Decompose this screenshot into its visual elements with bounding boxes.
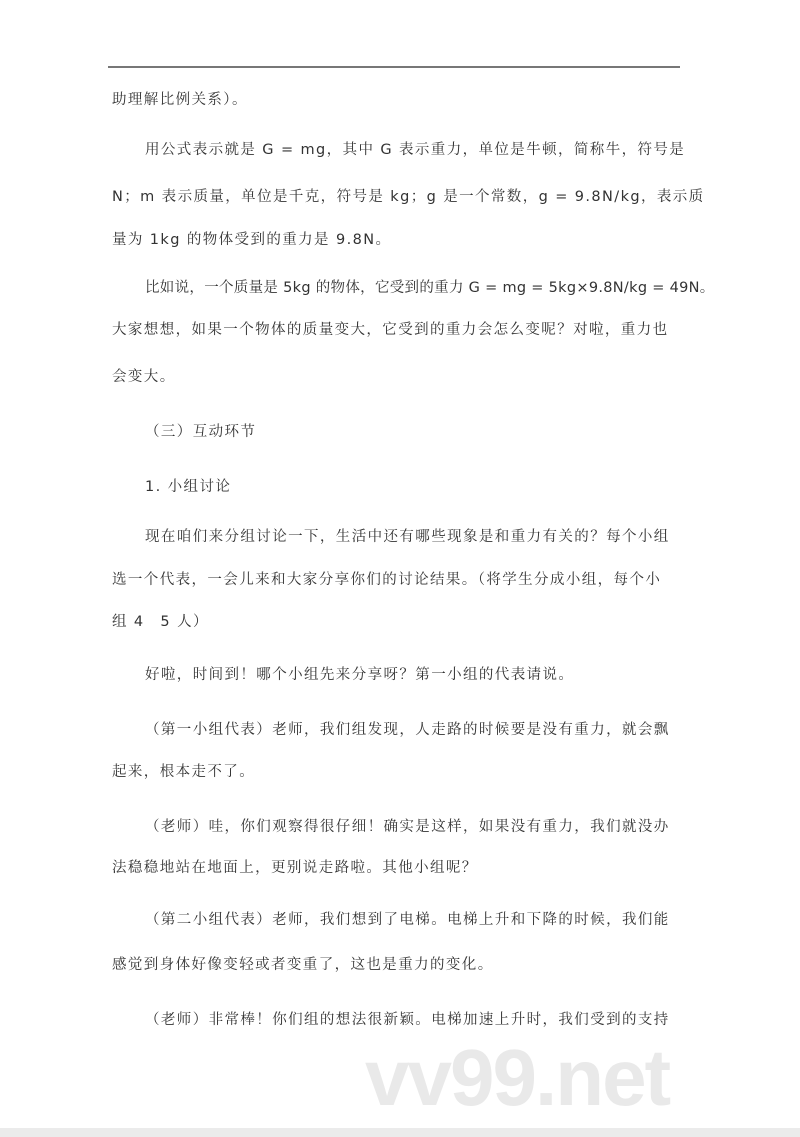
text-line: 量为 1kg 的物体受到的重力是 9.8N。 [112,232,392,248]
text-line: 大家想想，如果一个物体的质量变大，它受到的重力会怎么变呢？对啦，重力也 [112,322,669,338]
text-line: 感觉到身体好像变轻或者变重了，这也是重力的变化。 [112,957,494,973]
watermark: vv99.net [365,1033,670,1122]
text-line: 组 4 5 人） [112,614,209,630]
text-line: 比如说，一个质量是 5kg 的物体，它受到的重力 G = mg = 5kg×9.8N/kg = 49N。 [145,280,715,296]
text-line: （老师）非常棒！你们组的想法很新颖。电梯加速上升时，我们受到的支持 [145,1012,670,1028]
text-line: 起来，根本走不了。 [112,764,256,780]
header-rule [108,66,680,68]
text-line: （第一小组代表）老师，我们组发现，人走路的时候要是没有重力，就会飘 [145,722,670,738]
text-line: （老师）哇，你们观察得很仔细！确实是这样，如果没有重力，我们就没办 [145,819,670,835]
text-line: （第二小组代表）老师，我们想到了电梯。电梯上升和下降的时候，我们能 [145,912,670,928]
text-line: 现在咱们来分组讨论一下，生活中还有哪些现象是和重力有关的？每个小组 [145,529,670,545]
text-line: 会变大。 [112,369,176,385]
subsection-heading: 1. 小组讨论 [145,479,232,495]
text-line: N；m 表示质量，单位是千克，符号是 kg；g 是一个常数，g = 9.8N/kg，表示质 [112,189,705,205]
text-line: 好啦，时间到！哪个小组先来分享呀？第一小组的代表请说。 [145,667,575,683]
text-line: 用公式表示就是 G = mg，其中 G 表示重力，单位是牛顿，简称牛，符号是 [145,142,686,158]
section-heading: （三）互动环节 [145,424,257,440]
text-line: 助理解比例关系）。 [112,92,248,108]
text-line: 法稳稳地站在地面上，更别说走路啦。其他小组呢？ [112,860,478,876]
text-line: 选一个代表，一会儿来和大家分享你们的讨论结果。（将学生分成小组，每个小 [112,572,662,588]
